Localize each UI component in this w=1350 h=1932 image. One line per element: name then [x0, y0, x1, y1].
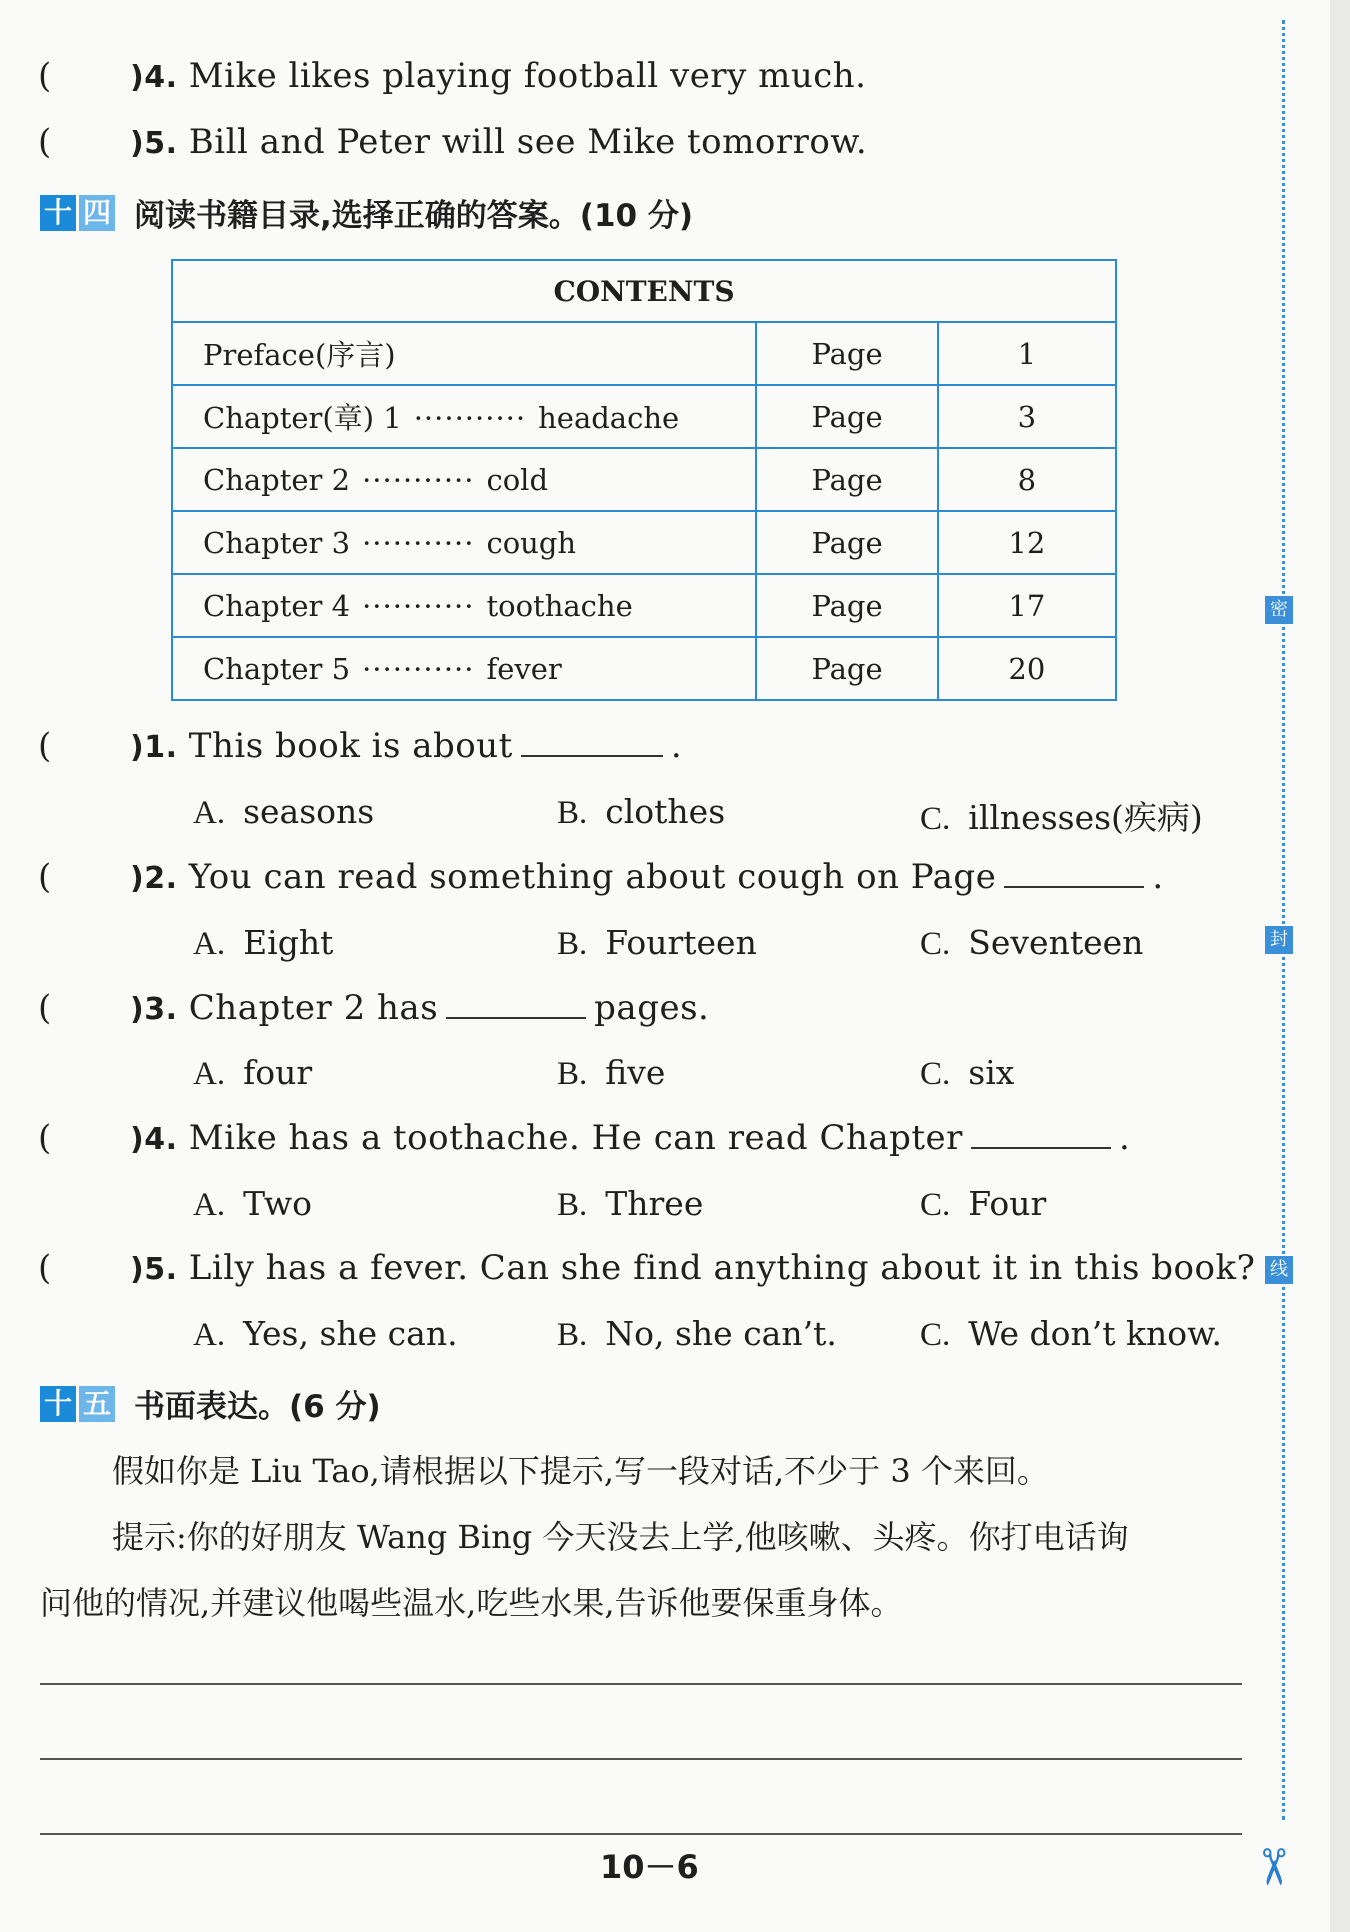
option-b[interactable]: B. clothes — [557, 792, 726, 831]
page-word-cell: Page — [756, 637, 937, 700]
question-end: . — [670, 726, 683, 766]
answer-paren[interactable]: ( — [38, 56, 52, 96]
answer-paren[interactable]: ( — [38, 1118, 52, 1158]
page-edge — [1330, 0, 1350, 1932]
option-b[interactable]: B. No, she can’t. — [557, 1314, 837, 1353]
writing-line[interactable] — [40, 1833, 1242, 1835]
question-end: . — [1118, 1118, 1131, 1158]
table-row — [172, 511, 1116, 574]
writing-hint-continued: 问他的情况,并建议他喝些温水,吃些水果,告诉他要保重身体。 — [40, 1584, 903, 1622]
chapter-cell — [172, 322, 756, 385]
question-text: You can read something about cough on Page — [188, 857, 997, 897]
option-c[interactable]: C. Four — [920, 1184, 1047, 1223]
binding-tag: 密 — [1265, 596, 1293, 624]
contents-title: CONTENTS — [172, 260, 1116, 322]
page-word-cell: Page — [756, 322, 937, 385]
option-a[interactable]: A. Eight — [193, 923, 334, 962]
question-line — [38, 122, 867, 162]
chapter-topic: cough — [486, 525, 577, 560]
question-line — [38, 856, 1164, 897]
table-row — [172, 385, 1116, 448]
answer-blank[interactable] — [971, 1117, 1111, 1149]
section-badge: 五 — [79, 1386, 115, 1422]
option-c[interactable]: C. Seventeen — [920, 923, 1144, 962]
option-a[interactable]: A. Two — [193, 1184, 313, 1223]
chapter-label: Chapter(章) 1 — [203, 401, 402, 435]
chapter-label: Chapter 2 — [203, 462, 351, 497]
question-line — [38, 1248, 1255, 1288]
section-14-header — [40, 190, 693, 235]
scissors-icon: ✂ — [1243, 1846, 1302, 1888]
writing-line[interactable] — [40, 1683, 1242, 1685]
chapter-topic: cold — [486, 462, 549, 497]
binding-tag: 封 — [1265, 926, 1293, 954]
page-number-cell: 20 — [938, 637, 1116, 700]
page-word-cell: Page — [756, 574, 937, 637]
answer-blank[interactable] — [521, 725, 663, 757]
chapter-label: Chapter 3 — [203, 525, 351, 560]
option-c[interactable]: C. six — [920, 1053, 1015, 1092]
question-number: )2. — [130, 861, 178, 896]
answer-paren[interactable]: ( — [38, 857, 52, 897]
table-header-row — [172, 260, 1116, 322]
section-title: 阅读书籍目录,选择正确的答案。(10 分) — [134, 198, 694, 234]
option-a[interactable]: A. Yes, she can. — [193, 1314, 458, 1353]
question-line — [38, 987, 709, 1028]
option-c[interactable]: C. We don’t know. — [920, 1314, 1222, 1353]
option-a[interactable]: A. seasons — [193, 792, 375, 831]
option-c[interactable]: C. illnesses(疾病) — [920, 798, 1203, 837]
chapter-cell — [172, 448, 756, 511]
question-text: Lily has a fever. Can she find anything about it in this book? — [188, 1248, 1256, 1288]
answer-blank[interactable] — [446, 987, 586, 1019]
option-b[interactable]: B. Fourteen — [557, 923, 757, 962]
chapter-label: Preface(序言) — [203, 338, 396, 372]
binding-tag: 线 — [1265, 1256, 1293, 1284]
page-number-cell: 3 — [938, 385, 1116, 448]
answer-paren[interactable]: ( — [38, 1248, 52, 1288]
question-text: Mike has a toothache. He can read Chapter — [188, 1118, 963, 1158]
chapter-label: Chapter 5 — [203, 651, 351, 686]
binding-cut-line — [1282, 20, 1285, 1820]
question-text: Mike likes playing football very much. — [188, 56, 867, 96]
section-title: 书面表达。(6 分) — [134, 1389, 381, 1425]
chapter-cell — [172, 574, 756, 637]
page-number-cell: 1 — [938, 322, 1116, 385]
section-15-header — [40, 1381, 381, 1426]
writing-hint: 提示:你的好朋友 Wang Bing 今天没去上学,他咳嗽、头疼。你打电话询 — [112, 1518, 1129, 1556]
chapter-topic: toothache — [486, 588, 633, 623]
chapter-label: Chapter 4 — [203, 588, 351, 623]
dot-leader: ··········· — [362, 462, 475, 497]
writing-line[interactable] — [40, 1758, 1242, 1760]
question-line — [38, 725, 682, 766]
table-row — [172, 574, 1116, 637]
question-number: )1. — [130, 730, 178, 765]
question-number: )4. — [130, 60, 178, 95]
question-end: . — [1152, 857, 1164, 897]
dot-leader: ··········· — [362, 588, 475, 623]
page-number-cell: 17 — [938, 574, 1116, 637]
chapter-cell — [172, 511, 756, 574]
chapter-topic: headache — [538, 401, 680, 435]
chapter-cell — [172, 385, 756, 448]
answer-blank[interactable] — [1004, 856, 1144, 888]
question-line — [38, 56, 866, 96]
writing-instruction: 假如你是 Liu Tao,请根据以下提示,写一段对话,不少于 3 个来回。 — [112, 1452, 1049, 1490]
option-b[interactable]: B. Three — [557, 1184, 704, 1223]
page-word-cell: Page — [756, 511, 937, 574]
question-text: Bill and Peter will see Mike tomorrow. — [188, 122, 868, 162]
page-number-cell: 8 — [938, 448, 1116, 511]
section-badge: 十 — [40, 195, 76, 231]
dot-leader: ··········· — [362, 651, 475, 686]
question-end: pages. — [594, 988, 710, 1028]
answer-paren[interactable]: ( — [38, 122, 52, 162]
chapter-topic: fever — [486, 651, 562, 686]
page-word-cell: Page — [756, 448, 937, 511]
dot-leader: ··········· — [413, 401, 527, 435]
answer-paren[interactable]: ( — [38, 988, 52, 1028]
section-badge: 四 — [79, 195, 115, 231]
question-text: This book is about — [188, 726, 513, 766]
option-a[interactable]: A. four — [193, 1053, 313, 1092]
page-word-cell: Page — [756, 385, 937, 448]
question-number: )5. — [130, 126, 178, 161]
question-number: )3. — [130, 992, 178, 1027]
table-row — [172, 637, 1116, 700]
contents-table — [171, 259, 1117, 701]
chapter-cell — [172, 637, 756, 700]
question-text: Chapter 2 has — [188, 988, 439, 1028]
question-number: )5. — [130, 1252, 178, 1287]
table-row — [172, 448, 1116, 511]
page-number: 10－6 — [600, 1848, 699, 1886]
page-number-cell: 12 — [938, 511, 1116, 574]
answer-paren[interactable]: ( — [38, 726, 52, 766]
section-badge: 十 — [40, 1386, 76, 1422]
dot-leader: ··········· — [362, 525, 475, 560]
question-number: )4. — [130, 1122, 178, 1157]
option-b[interactable]: B. five — [557, 1053, 666, 1092]
question-line — [38, 1117, 1130, 1158]
table-row — [172, 322, 1116, 385]
